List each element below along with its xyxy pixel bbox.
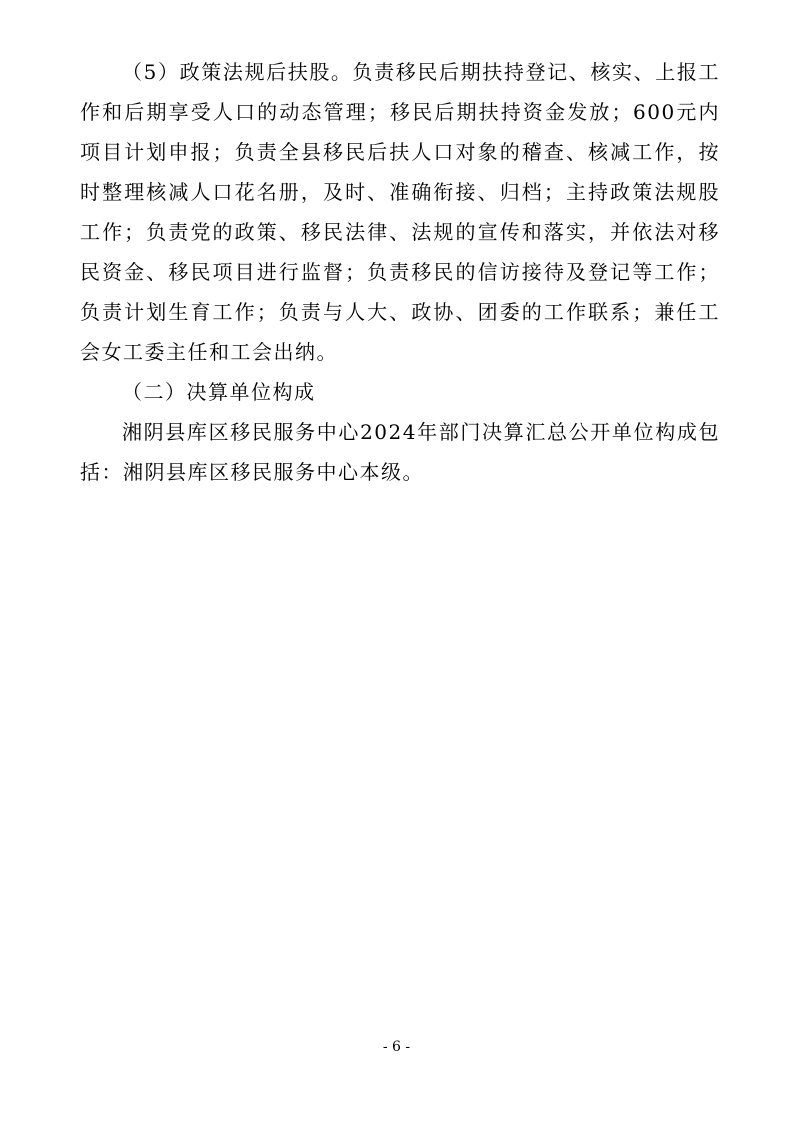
paragraph-unit-composition: 湘阴县库区移民服务中心2024年部门决算汇总公开单位构成包括：湘阴县库区移民服务中心本级。 xyxy=(80,420,720,484)
document-body xyxy=(80,52,720,492)
section-heading-unit-composition: （二）决算单位构成 xyxy=(122,380,316,404)
paragraph-policy-section: （5）政策法规后扶股。负责移民后期扶持登记、核实、上报工作和后期享受人口的动态管理；移民后期扶持资金发放；600元内项目计划申报；负责全县移民后扶人口对象的稽查、核减工作，按时整理核减人口花名册，及时、准确衔接、归档；主持政策法规股工作；负责党的政策、移民法律、法规的宣传和落实，并依法对移民资金、移民项目进行监督；负责移民的信访接待及登记等工作；负责计划生育工作；负责与人大、政协、团委的工作联系；兼任工会女工委主任和工会出纳。 xyxy=(80,60,720,364)
page-number: - 6 - xyxy=(382,1039,411,1055)
